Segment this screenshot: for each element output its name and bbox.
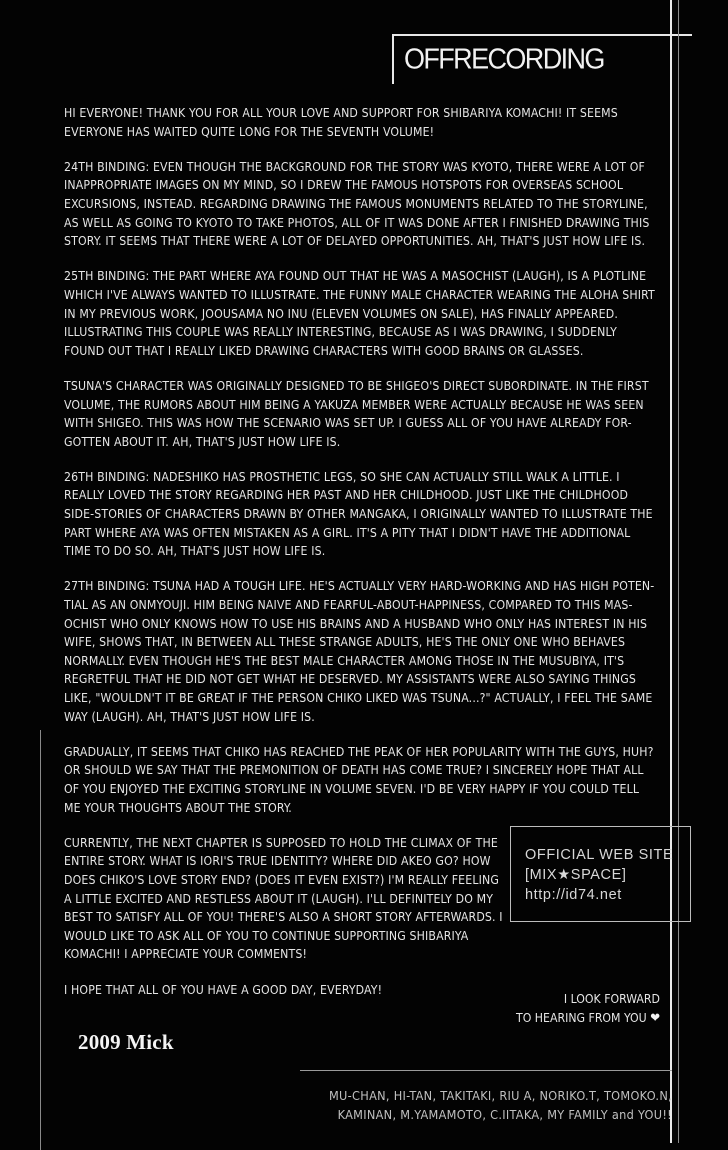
frame-bottom-line [300, 1070, 672, 1071]
credits-line-2: KAMINAN, M.YAMAMOTO, C.IITAKA, MY FAMILY and YOU!! [337, 1106, 672, 1122]
official-website-box [510, 826, 691, 922]
frame-left-line [40, 730, 41, 1150]
heart-icon: ❤ [650, 1010, 660, 1026]
website-url: http://id74.net [525, 887, 622, 903]
paragraph-binding-27: 27TH BINDING: TSUNA HAD A TOUGH LIFE. HE'S ACTUALLY VERY HARD-WORKING AND HAS HIGH POTEN-TIAL AS AN ONMYOUJI. HIM BEING NAIVE AND FEARFUL-ABOUT-HAPPINESS, COMPARED TO THIS MAS-OCHIST WHO ONLY KNOWS HOW TO USE HIS BRAINS AND A HUSBAND WHO ONLY HAS INTEREST IN HIS WIFE, SHOWS THAT, IN BETWEEN ALL THESE STRANGE ADULTS, HE'S THE ONLY ONE WHO BEHAVES NORMALLY. EVEN THOUGH HE'S THE BEST MALE CHARACTER AMONG THOSE IN THE MUSUBIYA, IT'S REGRETFUL THAT HE DID NOT GET WHAT HE DESERVED. MY ASSISTANTS WERE ALSO SAYING THINGS LIKE, "WOULDN'T IT BE GREAT IF THE PERSON CHIKO LIKED WAS TSUNA...?" ACTUALLY, I FEEL THE SAME WAY (LAUGH). AH, THAT'S JUST HOW LIFE IS. [64, 579, 655, 724]
paragraph-greeting: HI EVERYONE! THANK YOU FOR ALL YOUR LOVE AND SUPPORT FOR SHIBARIYA KOMACHI! IT SEEMS EVERYONE HAS WAITED QUITE LONG FOR THE SEVENTH VOLUME! [64, 106, 618, 139]
closing-note [490, 990, 660, 1028]
closing-line-2 [490, 1009, 660, 1029]
paragraph-binding-24: 24TH BINDING: EVEN THOUGH THE BACKGROUND FOR THE STORY WAS KYOTO, THERE WERE A LOT OF INAPPROPRIATE IMAGES ON MY MIND, SO I DREW THE FAMOUS HOTSPOTS FOR OVERSEAS SCHOOL EXCURSIONS, INSTEAD. REGARDING DRAWING THE FAMOUS MONUMENTS RELATED TO THE STORYLINE, AS WELL AS GOING TO KYOTO TO TAKE PHOTOS, ALL OF IT WAS DONE AFTER I FINISHED DRAWING THIS STORY. IT SEEMS THAT THERE WERE A LOT OF DELAYED OPPORTUNITIES. AH, THAT'S JUST HOW LIFE IS. [64, 159, 650, 249]
credits [240, 1087, 672, 1125]
signature: 2009 Mick [78, 1030, 174, 1054]
paragraph-popularity: GRADUALLY, IT SEEMS THAT CHIKO HAS REACHED THE PEAK OF HER POPULARITY WITH THE GUYS, HUH? OR SHOULD WE SAY THAT THE PREMONITION OF DEATH HAS COME TRUE? I SINCERELY HOPE THAT ALL OF YOU ENJOYED THE EXCITING STORYLINE IN VOLUME SEVEN. I'D BE VERY HAPPY IF YOU COULD TELL ME YOUR THOUGHTS ABOUT THE STORY. [64, 744, 654, 815]
paragraph-binding-25: 25TH BINDING: THE PART WHERE AYA FOUND OUT THAT HE WAS A MASOCHIST (LAUGH), IS A PLOTLINE WHICH I'VE ALWAYS WANTED TO ILLUSTRATE. THE FUNNY MALE CHARACTER WEARING THE ALOHA SHIRT IN MY PREVIOUS WORK, JOOUSAMA NO INU (ELEVEN VOLUMES ON SALE), HAS FINALLY APPEARED. ILLUSTRATING THIS COUPLE WAS REALLY INTERESTING, BECAUSE AS I WAS DRAWING, I SUDDENLY FOUND OUT THAT I REALLY LIKED DRAWING CHARACTERS WITH GOOD BRAINS OR GLASSES. [64, 269, 655, 358]
frame-right-edge-line [678, 0, 679, 1143]
closing-line-2-text: TO HEARING FROM YOU [516, 1010, 647, 1025]
paragraph-binding-26: 26TH BINDING: NADESHIKO HAS PROSTHETIC LEGS, SO SHE CAN ACTUALLY STILL WALK A LITTLE. I REALLY LOVED THE STORY REGARDING HER PAST AND HER CHILDHOOD. JUST LIKE THE CHILDHOOD SIDE-STORIES OF CHARACTERS DRAWN BY OTHER MANGAKA, I ORIGINALLY WANTED TO ILLUSTRATE THE PART WHERE AYA WAS OFTEN MISTAKEN AS A GIRL. IT'S A PITY THAT I DIDN'T HAVE THE ADDITIONAL TIME TO DO SO. AH, THAT'S JUST HOW LIFE IS. [64, 469, 653, 559]
page-title: OFFRECORDING [404, 43, 604, 75]
frame-right-line [670, 0, 672, 1143]
website-name: [MIX★SPACE] [525, 867, 627, 883]
paragraph-next-chapter: CURRENTLY, THE NEXT CHAPTER IS SUPPOSED TO HOLD THE CLIMAX OF THE ENTIRE STORY. WHAT IS IORI'S TRUE IDENTITY? WHERE DID AKEO GO? HOW DOES CHIKO'S LOVE STORY END? (DOES IT EVEN EXIST?) I'M REALLY FEELING A LITTLE EXCITED AND RESTLESS ABOUT IT (LAUGH). I'LL DEFINITELY DO MY BEST TO SATISFY ALL OF YOU! THERE'S ALSO A SHORT STORY AFTERWARDS. I WOULD LIKE TO ASK ALL OF YOU TO CONTINUE SUPPORTING SHIBARIYA KOMACHI! I APPRECIATE YOUR COMMENTS! [64, 835, 503, 962]
credits-line-1: MU-CHAN, HI-TAN, TAKITAKI, RIU A, NORIKO.T, TOMOKO.N, [328, 1088, 672, 1103]
paragraph-good-day: I HOPE THAT ALL OF YOU HAVE A GOOD DAY, EVERYDAY! [64, 982, 383, 997]
paragraph-tsuna-character: TSUNA'S CHARACTER WAS ORIGINALLY DESIGNED TO BE SHIGEO'S DIRECT SUBORDINATE. IN THE FIRST VOLUME, THE RUMORS ABOUT HIM BEING A YAKUZA MEMBER WERE ACTUALLY BECAUSE HE WAS SEEN WITH SHIGEO. THIS WAS HOW THE SCENARIO WAS SET UP. I GUESS ALL OF YOU HAVE ALREADY FOR-GOTTEN ABOUT IT. AH, THAT'S JUST HOW LIFE IS. [64, 378, 649, 449]
closing-line-1: I LOOK FORWARD [563, 992, 660, 1006]
website-heading: OFFICIAL WEB SITE [525, 847, 674, 863]
